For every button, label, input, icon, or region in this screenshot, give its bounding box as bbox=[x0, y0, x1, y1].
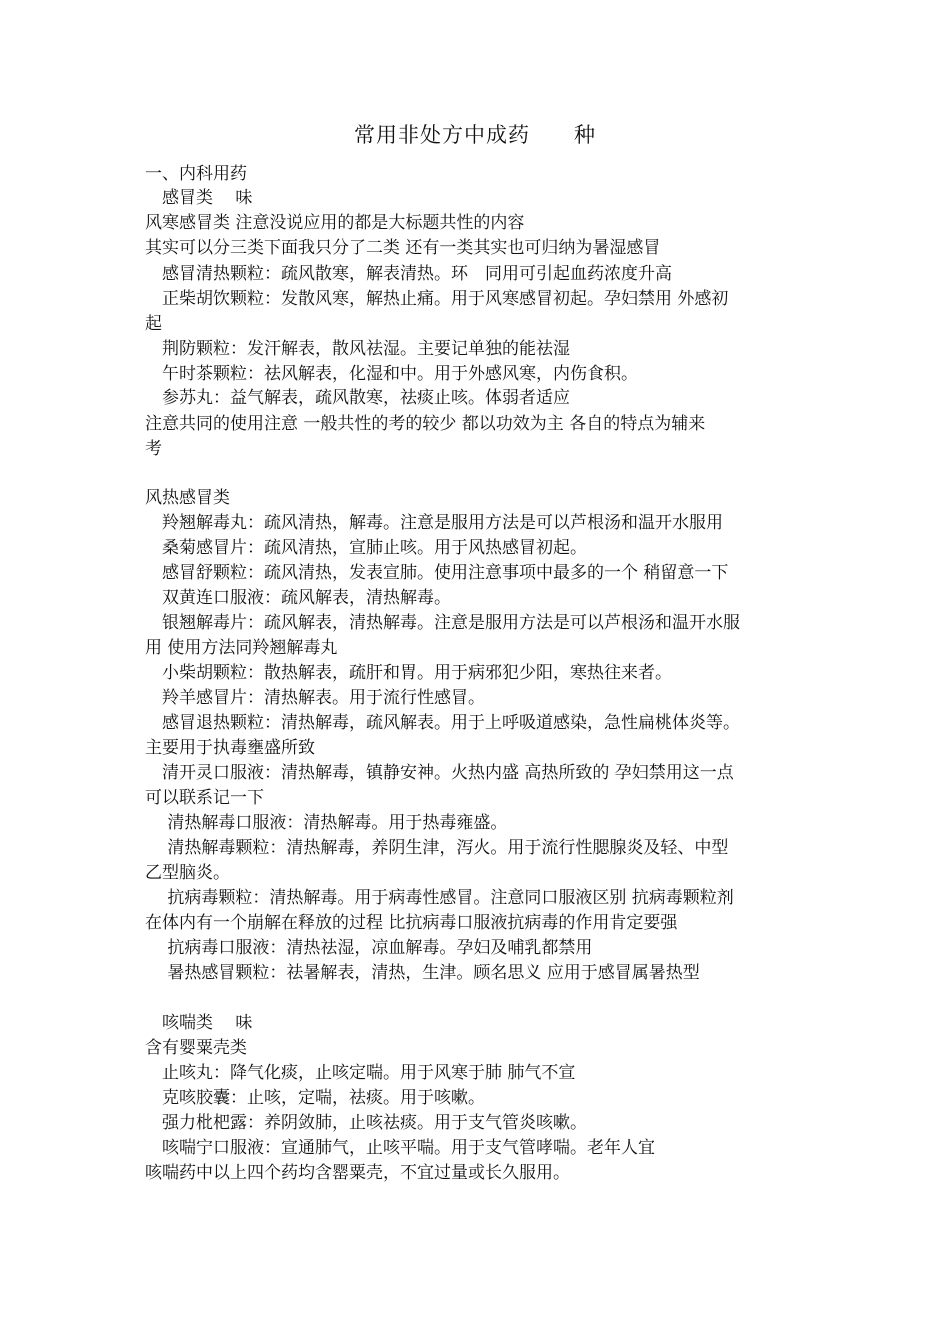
text-line: 风寒感冒类 注意没说应用的都是大标题共性的内容 bbox=[145, 213, 525, 233]
text-line: 用 使用方法同羚翘解毒丸 bbox=[145, 638, 338, 658]
text-line: 抗病毒口服液：清热祛湿，凉血解毒。孕妇及哺乳都禁用 bbox=[145, 938, 593, 958]
text-line: 一、内科用药 bbox=[145, 164, 247, 184]
text-line: 感冒清热颗粒：疏风散寒，解表清热。环 同用可引起血药浓度升高 bbox=[145, 264, 672, 284]
text-line: 桑菊感冒片：疏风清热，宣肺止咳。用于风热感冒初起。 bbox=[145, 538, 587, 558]
text-line: 考 bbox=[145, 439, 162, 459]
text-line: 羚羊感冒片：清热解表。用于流行性感冒。 bbox=[145, 688, 485, 708]
section-heading: 风热感冒类 bbox=[145, 488, 230, 508]
text-line: 羚翘解毒丸：疏风清热，解毒。注意是服用方法是可以芦根汤和温开水服用 bbox=[145, 513, 723, 533]
text-line: 感冒类 味 bbox=[145, 188, 253, 208]
text-line: 其实可以分三类下面我只分了二类 还有一类其实也可归纳为暑湿感冒 bbox=[145, 238, 661, 258]
text-line: 参苏丸：益气解表，疏风散寒，祛痰止咳。体弱者适应 bbox=[145, 388, 570, 408]
text-line: 止咳丸：降气化痰，止咳定喘。用于风寒于肺 肺气不宣 bbox=[145, 1063, 576, 1083]
text-line: 注意共同的使用注意 一般共性的考的较少 都以功效为主 各自的特点为辅来 bbox=[145, 414, 706, 434]
text-line: 荆防颗粒：发汗解表，散风祛湿。主要记单独的能祛湿 bbox=[145, 339, 570, 359]
text-line: 抗病毒颗粒：清热解毒。用于病毒性感冒。注意同口服液区别 抗病毒颗粒剂 bbox=[145, 888, 734, 908]
text-line: 清热解毒口服液：清热解毒。用于热毒雍盛。 bbox=[145, 813, 508, 833]
text-line: 咳喘宁口服液：宣通肺气，止咳平喘。用于支气管哮喘。老年人宜 bbox=[145, 1138, 655, 1158]
section-heading: 咳喘类 味 bbox=[145, 1013, 253, 1033]
text-line: 在体内有一个崩解在释放的过程 比抗病毒口服液抗病毒的作用肯定要强 bbox=[145, 913, 678, 933]
text-line: 清热解毒颗粒：清热解毒，养阴生津，泻火。用于流行性腮腺炎及轻、中型 bbox=[145, 838, 729, 858]
document-title: 常用非处方中成药 种 bbox=[354, 123, 596, 147]
text-line: 午时茶颗粒：祛风解表，化湿和中。用于外感风寒，内伤食积。 bbox=[145, 364, 638, 384]
text-line: 乙型脑炎。 bbox=[145, 863, 230, 883]
text-line: 双黄连口服液：疏风解表，清热解毒。 bbox=[145, 588, 451, 608]
text-line: 感冒舒颗粒：疏风清热，发表宣肺。使用注意事项中最多的一个 稍留意一下 bbox=[145, 563, 729, 583]
text-line: 咳喘药中以上四个药均含罂粟壳，不宜过量或长久服用。 bbox=[145, 1163, 570, 1183]
text-line: 强力枇杷露：养阴敛肺，止咳祛痰。用于支气管炎咳嗽。 bbox=[145, 1113, 587, 1133]
text-line: 银翘解毒片：疏风解表，清热解毒。注意是服用方法是可以芦根汤和温开水服 bbox=[145, 613, 740, 633]
text-line: 起 bbox=[145, 314, 162, 334]
text-line: 暑热感冒颗粒：祛暑解表，清热，生津。顾名思义 应用于感冒属暑热型 bbox=[145, 963, 700, 983]
text-line: 感冒退热颗粒：清热解毒，疏风解表。用于上呼吸道感染，急性扁桃体炎等。 bbox=[145, 713, 740, 733]
text-line: 小柴胡颗粒：散热解表，疏肝和胃。用于病邪犯少阳，寒热往来者。 bbox=[145, 663, 672, 683]
text-line: 含有婴粟壳类 bbox=[145, 1038, 247, 1058]
text-line: 可以联系记一下 bbox=[145, 788, 264, 808]
text-line: 主要用于执毒壅盛所致 bbox=[145, 738, 315, 758]
text-line: 正柴胡饮颗粒：发散风寒，解热止痛。用于风寒感冒初起。孕妇禁用 外感初 bbox=[145, 289, 729, 309]
text-line: 克咳胶囊：止咳，定喘，祛痰。用于咳嗽。 bbox=[145, 1088, 485, 1108]
text-line: 清开灵口服液：清热解毒，镇静安神。火热内盛 高热所致的 孕妇禁用这一点 bbox=[145, 763, 734, 783]
